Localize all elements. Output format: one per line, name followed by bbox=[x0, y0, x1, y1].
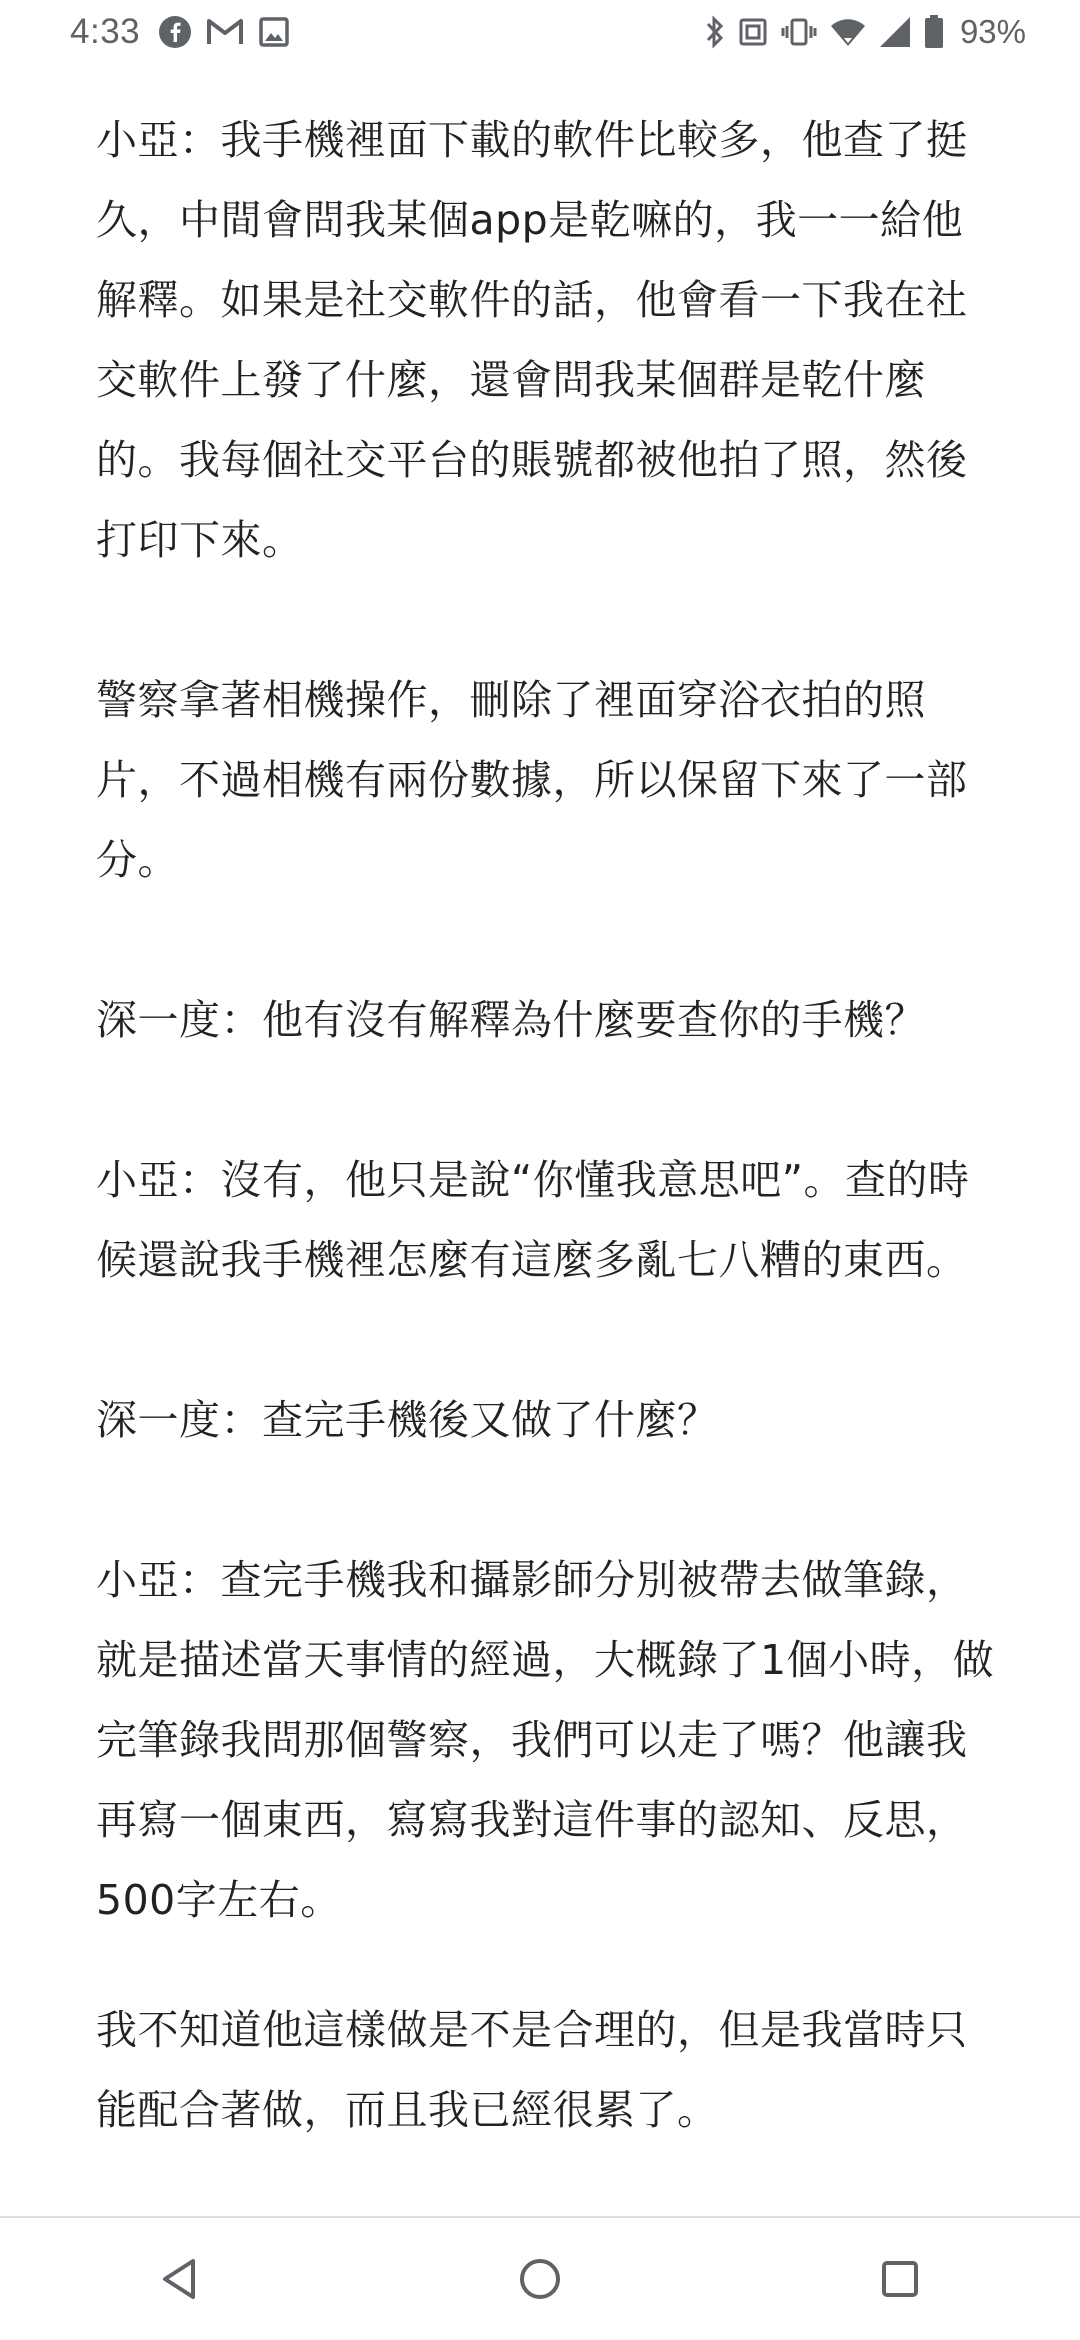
battery-icon bbox=[924, 15, 944, 49]
facebook-icon bbox=[158, 15, 192, 49]
paragraph: 警察拿著相機操作，刪除了裡面穿浴衣拍的照片，不過相機有兩份數據，所以保留下來了一部分。 bbox=[96, 676, 968, 884]
gmail-icon bbox=[206, 17, 244, 47]
battery-percent: 93% bbox=[959, 13, 1026, 50]
status-bar-right bbox=[704, 13, 1026, 51]
article-body bbox=[96, 100, 996, 2150]
paragraph: 深一度：查完手機後又做了什麼？ bbox=[96, 1396, 719, 1444]
home-button[interactable] bbox=[480, 2219, 600, 2339]
gallery-icon bbox=[258, 16, 290, 48]
recents-icon bbox=[877, 2256, 923, 2302]
nfc-icon bbox=[738, 17, 768, 47]
paragraph: 我不知道他這樣做是不是合理的，但是我當時只能配合著做，而且我已經很累了。 bbox=[96, 2006, 968, 2134]
status-bar bbox=[0, 0, 1080, 64]
clock: 4:33 bbox=[70, 12, 141, 51]
paragraph: 深一度：他有沒有解釋為什麼要查你的手機？ bbox=[96, 996, 926, 1044]
status-bar-left bbox=[70, 12, 304, 52]
recents-button[interactable] bbox=[840, 2219, 960, 2339]
wifi-icon bbox=[830, 17, 866, 47]
back-button[interactable] bbox=[120, 2219, 240, 2339]
paragraph: 小亞：沒有，他只是說“你懂我意思吧”。查的時候還說我手機裡怎麼有這麼多亂七八糟的東西。 bbox=[96, 1156, 970, 1284]
vibrate-icon bbox=[780, 17, 818, 47]
navigation-bar bbox=[0, 2218, 1080, 2340]
home-icon bbox=[517, 2256, 563, 2302]
back-icon bbox=[157, 2256, 203, 2302]
cellular-signal-icon bbox=[878, 15, 912, 49]
paragraph: 小亞：查完手機我和攝影師分別被帶去做筆錄，就是描述當天事情的經過，大概錄了1個小時，做完筆錄我問那個警察，我們可以走了嗎？他讓我再寫一個東西，寫寫我對這件事的認知、反思，500字左右。 bbox=[96, 1556, 995, 1924]
bluetooth-icon bbox=[704, 15, 726, 49]
paragraph: 小亞：我手機裡面下載的軟件比較多，他查了挺久，中間會問我某個app是乾嘛的，我一一給他解釋。如果是社交軟件的話，他會看一下我在社交軟件上發了什麼，還會問我某個群是乾什麼的。我每個社交平台的賬號都被他拍了照，然後打印下來。 bbox=[96, 116, 968, 564]
